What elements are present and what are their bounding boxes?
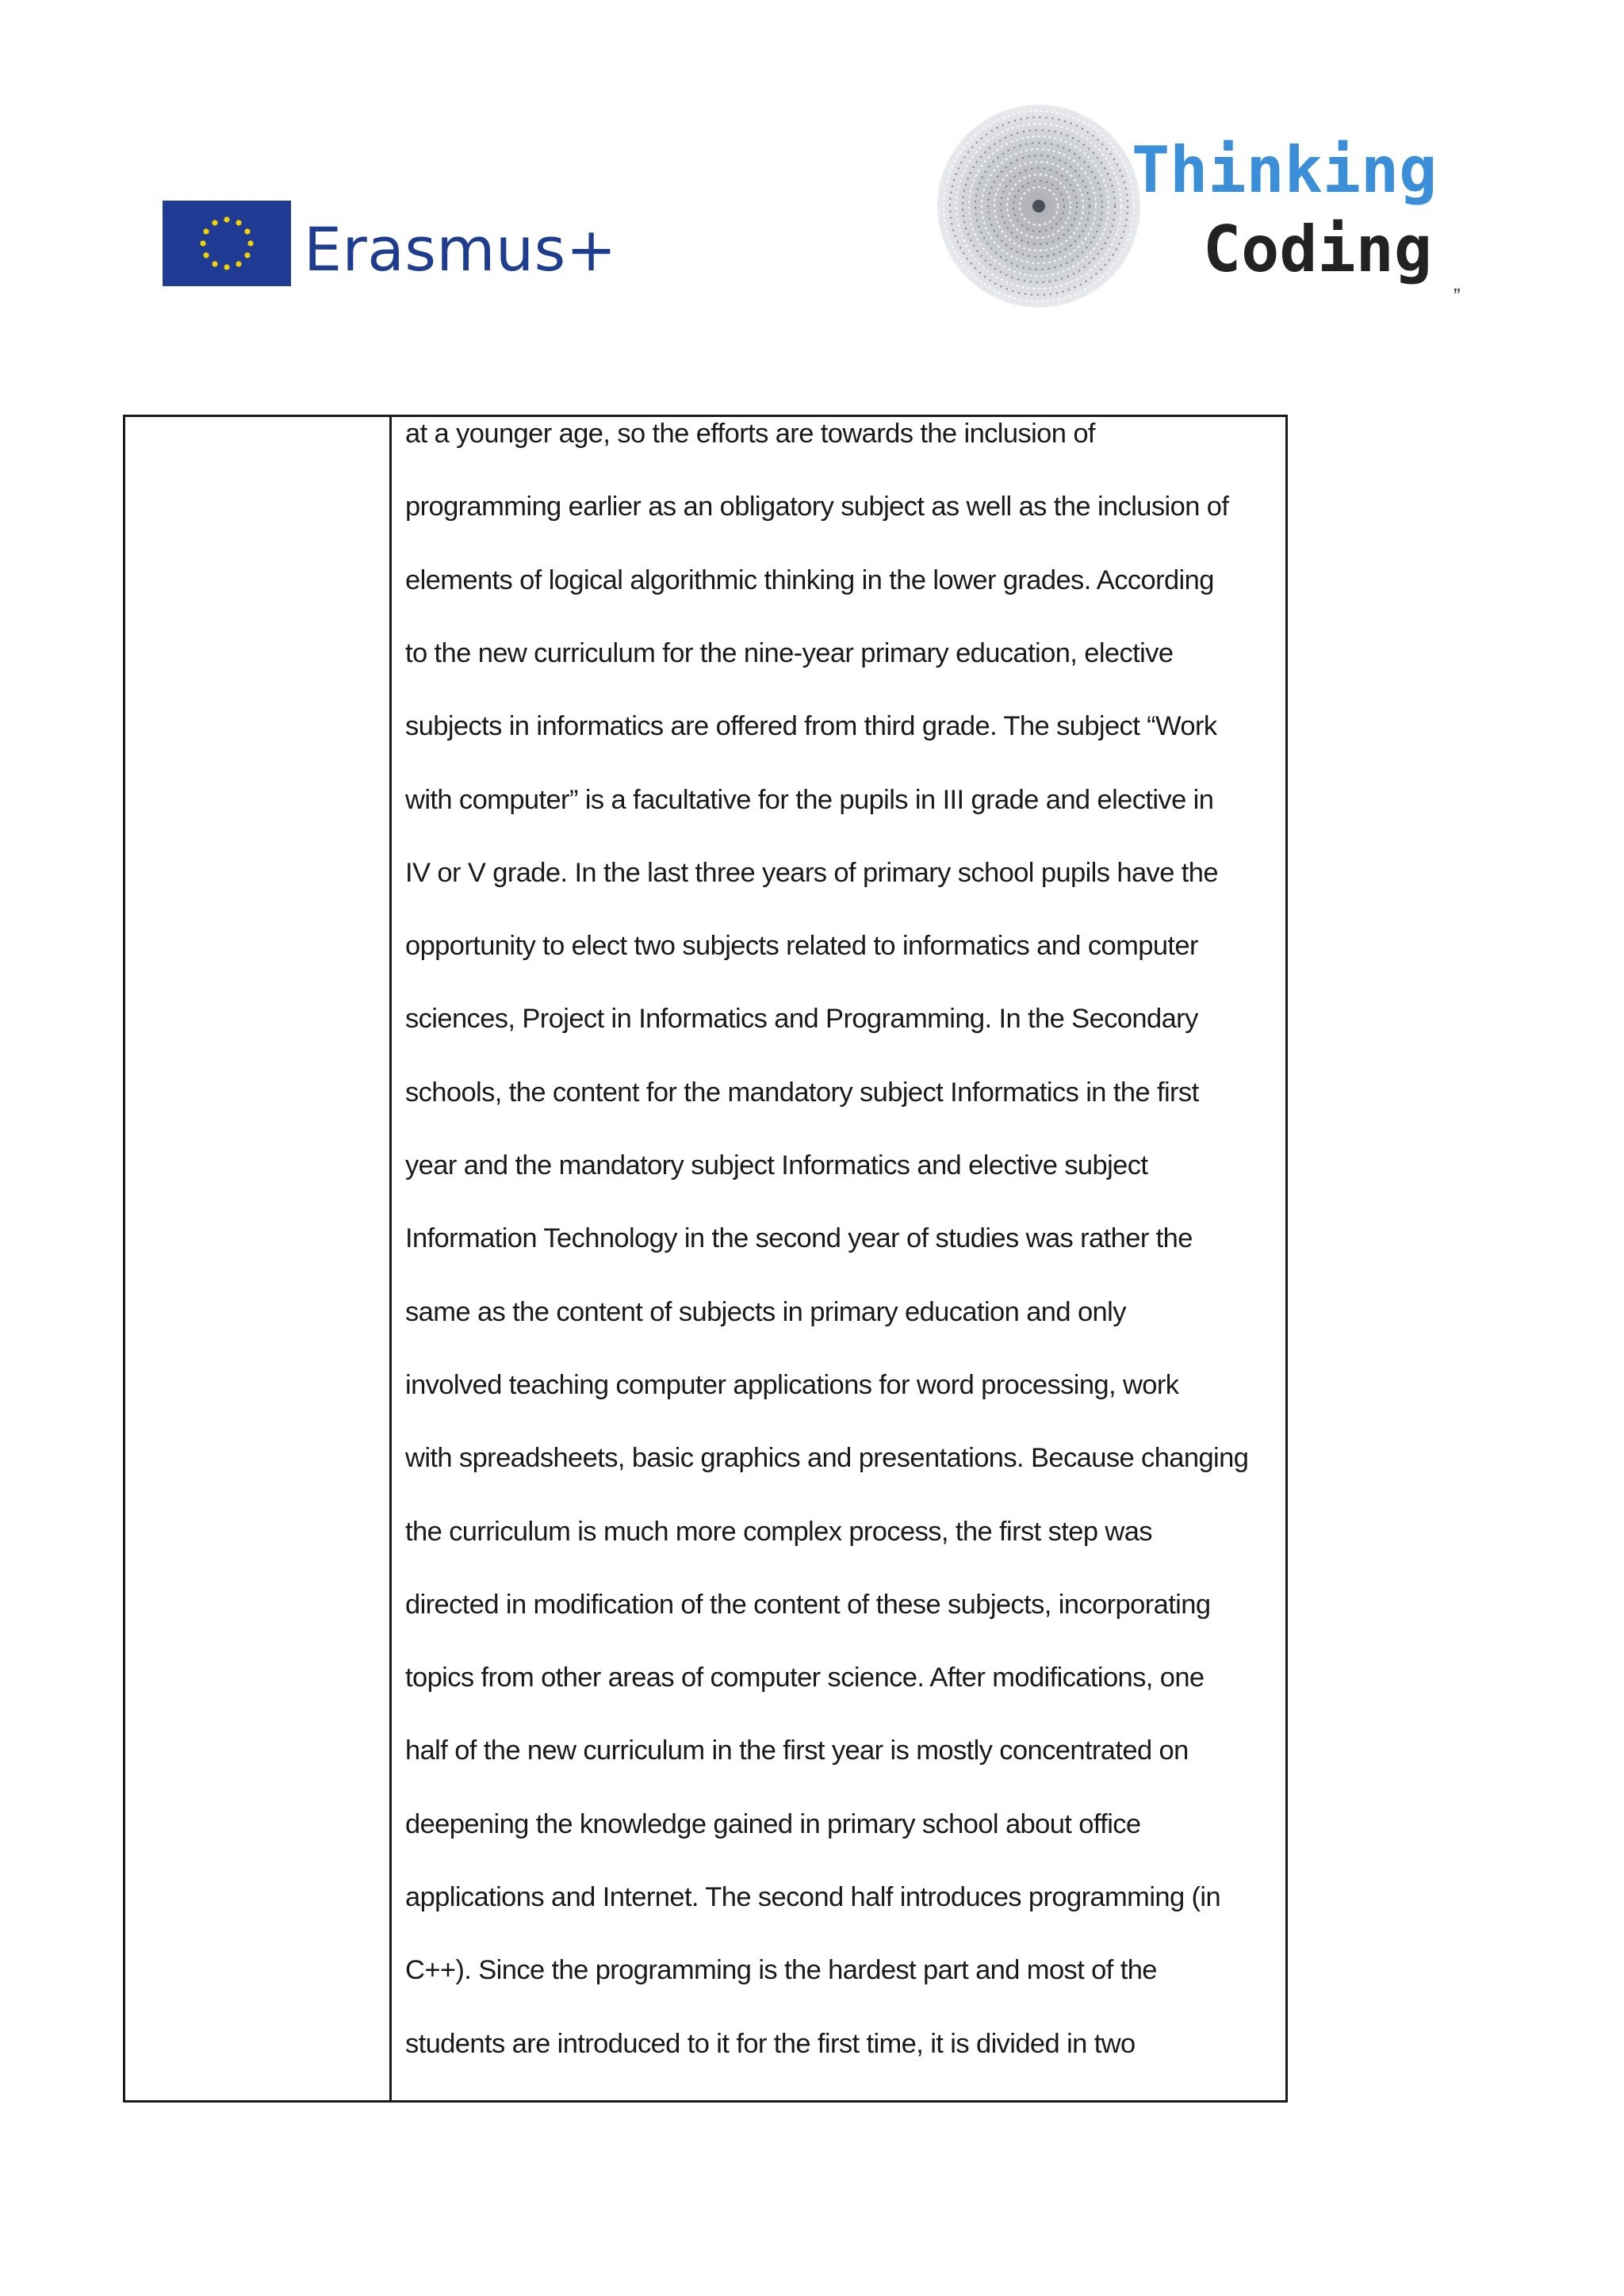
text-line: same as the content of subjects in primary education and only: [405, 1296, 1126, 1327]
table-left-cell: [125, 417, 392, 2100]
text-line: students are introduced to it for the first time, it is divided in two: [405, 2028, 1136, 2059]
text-line: Information Technology in the second year of studies was rather the: [405, 1223, 1193, 1254]
erasmus-plus-logo: [163, 198, 617, 293]
text-line: year and the mandatory subject Informatics and elective subject: [405, 1150, 1148, 1181]
text-line: directed in modification of the content of these subjects, incorporating: [405, 1589, 1211, 1620]
text-line: involved teaching computer applications for word processing, work: [405, 1369, 1179, 1400]
text-line: half of the new curriculum in the first year is mostly concentrated on: [405, 1735, 1189, 1766]
erasmus-plus-wordmark: Erasmus+: [304, 214, 617, 285]
text-line: elements of logical algorithmic thinking in the lower grades. According: [405, 564, 1214, 595]
text-line: deepening the knowledge gained in primary school about office: [405, 1808, 1141, 1839]
text-line: applications and Internet. The second half introduces programming (in: [405, 1882, 1221, 1912]
logo-text-thinking: Thinking: [1132, 133, 1438, 207]
logo-text-coding: Coding: [1203, 212, 1432, 286]
text-line: opportunity to elect two subjects related to informatics and computer: [405, 931, 1198, 962]
text-line: C++). Since the programming is the hardest part and most of the: [405, 1955, 1157, 1986]
text-line: subjects in informatics are offered from third grade. The subject “Work: [405, 711, 1217, 742]
binary-circle-icon: [932, 99, 1146, 313]
text-line: to the new curriculum for the nine-year primary education, elective: [405, 637, 1174, 668]
text-line: programming earlier as an obligatory subject as well as the inclusion of: [405, 492, 1229, 522]
text-line: schools, the content for the mandatory subject Informatics in the first: [405, 1077, 1199, 1108]
text-line: the curriculum is much more complex process, the first step was: [405, 1516, 1152, 1547]
text-line: with spreadsheets, basic graphics and presentations. Because changing: [405, 1443, 1249, 1474]
text-line: with computer” is a facultative for the pupils in III grade and elective in: [405, 784, 1214, 815]
thinking-coding-logo: [932, 99, 1439, 313]
text-line: at a younger age, so the efforts are towards the inclusion of: [405, 419, 1095, 449]
text-line: IV or V grade. In the last three years of primary school pupils have the: [405, 857, 1218, 888]
stray-quote-mark: ”: [1454, 284, 1461, 308]
eu-flag-icon: [163, 201, 291, 286]
text-line: topics from other areas of computer science. After modifications, one: [405, 1663, 1205, 1693]
text-line: sciences, Project in Informatics and Programming. In the Secondary: [405, 1004, 1198, 1035]
